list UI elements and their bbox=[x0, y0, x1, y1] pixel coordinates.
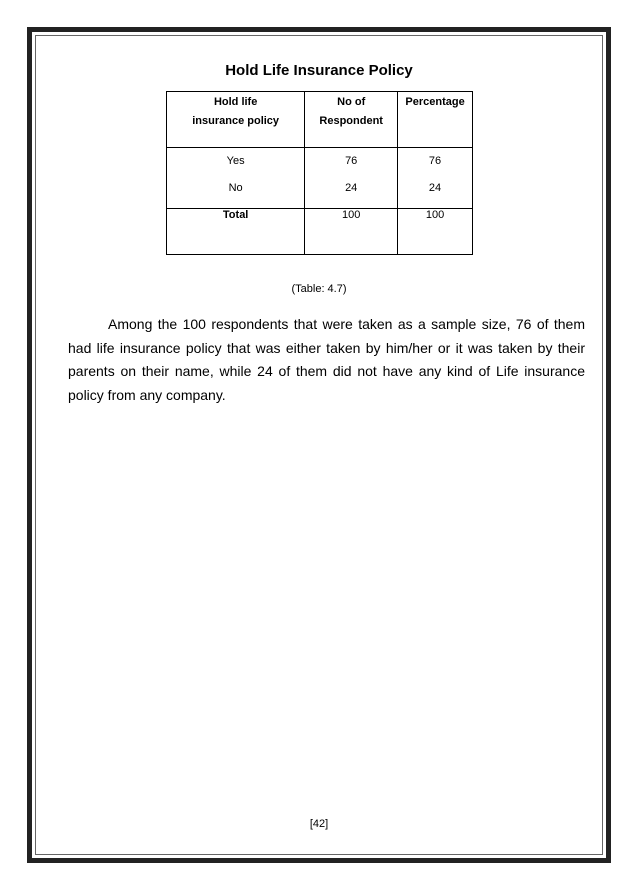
count-cell bbox=[305, 148, 398, 209]
header-percentage: Percentage bbox=[398, 92, 473, 148]
table-title: Hold Life Insurance Policy bbox=[225, 62, 413, 79]
row-no-label: No bbox=[228, 182, 243, 194]
label-cell bbox=[167, 148, 305, 209]
row-yes-count: 76 bbox=[345, 155, 358, 167]
header-hold-policy: Hold life insurance policy bbox=[167, 92, 305, 148]
row-yes-percent: 76 bbox=[428, 155, 442, 167]
table-body-row bbox=[167, 148, 473, 209]
total-count: 100 bbox=[305, 209, 398, 255]
row-yes-label: Yes bbox=[226, 155, 245, 167]
total-percent: 100 bbox=[398, 209, 473, 255]
header-no-of-respondent: No of Respondent bbox=[305, 92, 398, 148]
table-total-row bbox=[167, 209, 473, 255]
page-number: [42] bbox=[309, 818, 329, 830]
total-label: Total bbox=[167, 209, 305, 255]
body-paragraph: Among the 100 respondents that were taken as a sample size, 76 of them had life insurance policy that was either taken by him/her or it was taken by their parents on their name, while 24 of them did not have any kind of Life insurance policy from any company. bbox=[68, 316, 585, 403]
table-header-row bbox=[167, 92, 473, 148]
percent-cell bbox=[398, 148, 473, 209]
row-no-percent: 24 bbox=[428, 182, 442, 194]
life-insurance-table bbox=[166, 91, 473, 255]
table-caption: (Table: 4.7) bbox=[291, 283, 347, 295]
row-no-count: 24 bbox=[345, 182, 358, 194]
